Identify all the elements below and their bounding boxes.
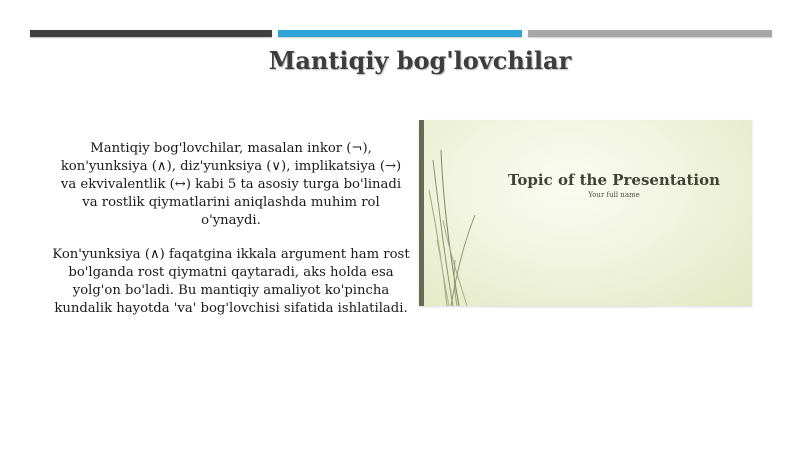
- paragraph-1: Mantiqiy bog'lovchilar, masalan inkor (¬), kon'yunksiya (∧), diz'yunksiya (∨), implikatsiya (→) va ekvivalentlik (↔) kabi 5 ta asosiy turga bo'linadi va rostlik qiymatlarini aniqlashda muhim rol o'ynaydi.: [60, 141, 402, 228]
- thumbnail-subtitle: Your full name: [588, 191, 640, 199]
- slide-title: Mantiqiy bog'lovchilar: [268, 46, 572, 75]
- header-bar-light: [528, 30, 772, 37]
- thumbnail-title: Topic of the Presentation: [507, 171, 721, 189]
- grass-stems-graphic: [419, 120, 752, 306]
- header-bar-dark: [30, 30, 272, 37]
- header-bar-accent: [278, 30, 522, 37]
- slide-body: [52, 140, 410, 334]
- presentation-thumbnail: [419, 120, 752, 306]
- paragraph-2: Kon'yunksiya (∧) faqatgina ikkala argument ham rost bo'lganda rost qiymatni qaytaradi, aks holda esa yolg'on bo'ladi. Bu mantiqiy amaliyot ko'pincha kundalik hayotda 'va' bog'lovchisi sifatida ishlatiladi.: [52, 247, 410, 316]
